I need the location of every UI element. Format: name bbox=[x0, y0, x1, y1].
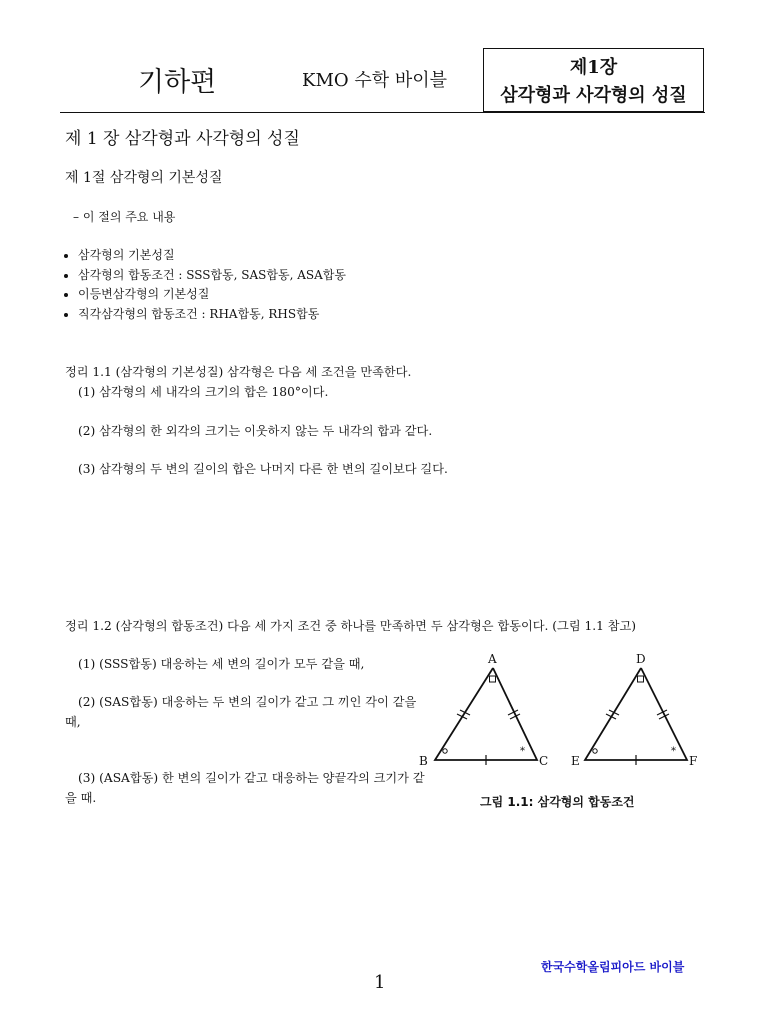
summary-label: – 이 절의 주요 내용 bbox=[73, 210, 176, 224]
theorem-1-1-item: (1) 삼각형의 세 내각의 크기의 합은 180°이다. bbox=[78, 385, 329, 399]
vertex-label-b: B bbox=[419, 754, 428, 768]
theorem-1-2-item: (3) (ASA합동) 한 변의 길이가 같고 대응하는 양끝각의 크기가 같을 때. bbox=[65, 771, 425, 805]
list-item: • 직각삼각형의 합동조건 : RHA합동, RHS합동 bbox=[78, 305, 346, 325]
list-item: • 삼각형의 합동조건 : SSS합동, SAS합동, ASA합동 bbox=[78, 266, 346, 286]
angle-star-f: * bbox=[671, 746, 676, 757]
page-number: 1 bbox=[374, 972, 386, 993]
theorem-1-1-intro: 정리 1.1 (삼각형의 기본성질) 삼각형은 다음 세 조건을 만족한다. bbox=[65, 365, 412, 379]
chapter-box-number: 제1장 bbox=[569, 57, 618, 78]
chapter-title: 제 1 장 삼각형과 사각형의 성질 bbox=[65, 129, 300, 149]
book-title: 기하편 bbox=[138, 67, 217, 98]
theorem-1-1-item: (2) 삼각형의 한 외각의 크기는 이웃하지 않는 두 내각의 합과 같다. bbox=[78, 424, 433, 438]
vertex-label-d: D bbox=[636, 652, 646, 666]
vertex-label-a: A bbox=[488, 652, 497, 666]
footer-link[interactable]: 한국수학올림피아드 바이블 bbox=[541, 960, 685, 974]
header-rule bbox=[60, 112, 705, 113]
theorem-1-2-intro: 정리 1.2 (삼각형의 합동조건) 다음 세 가지 조건 중 하나를 만족하면 두 삼각형은 합동이다. (그림 1.1 참고) bbox=[65, 619, 637, 633]
figure-caption: 그림 1.1: 삼각형의 합동조건 bbox=[480, 795, 635, 809]
theorem-1-1-item: (3) 삼각형의 두 변의 길이의 합은 나머지 다른 한 변의 길이보다 길다. bbox=[78, 462, 448, 476]
list-item: • 이등변삼각형의 기본성질 bbox=[78, 285, 346, 305]
angle-star-c: * bbox=[520, 746, 525, 757]
congruent-triangles-figure bbox=[415, 648, 705, 776]
chapter-box-title: 삼각형과 사각형의 성질 bbox=[500, 85, 687, 106]
vertex-label-c: C bbox=[539, 754, 549, 768]
section-title: 제 1절 삼각형의 기본성질 bbox=[65, 170, 223, 186]
theorem-1-2-item: (1) (SSS합동) 대응하는 세 변의 길이가 모두 같을 때, bbox=[78, 657, 365, 671]
summary-list bbox=[58, 246, 346, 324]
chapter-box bbox=[483, 48, 704, 112]
theorem-1-2-item: (2) (SAS합동) 대응하는 두 변의 길이가 같고 그 끼인 각이 같을 때, bbox=[65, 695, 417, 729]
list-item: • 삼각형의 기본성질 bbox=[78, 246, 346, 266]
vertex-label-f: F bbox=[689, 754, 698, 768]
series-title: KMO 수학 바이블 bbox=[302, 70, 448, 91]
vertex-label-e: E bbox=[571, 754, 580, 768]
